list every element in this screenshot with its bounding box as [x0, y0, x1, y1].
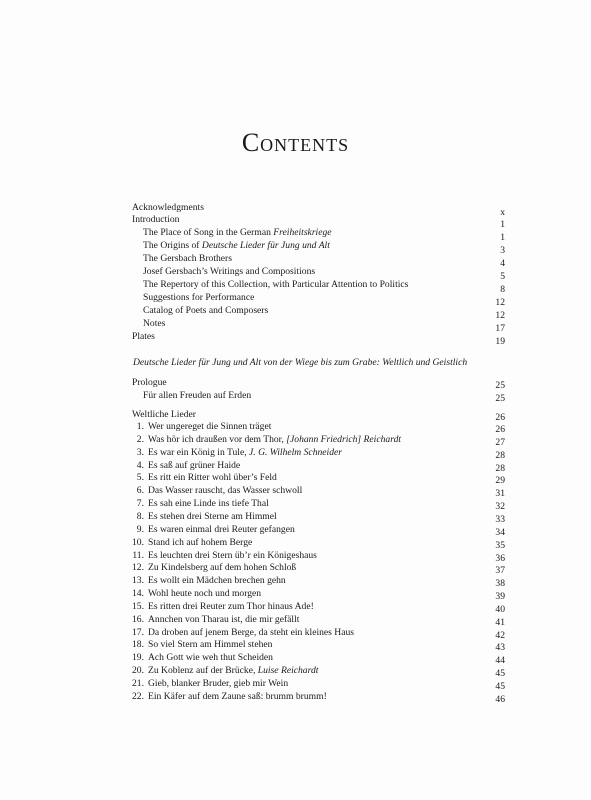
page-number: 12 [495, 297, 505, 308]
entry-number: 22. [132, 690, 144, 702]
toc-entry [130, 550, 317, 561]
entry-title: Zu Koblenz auf der Brücke, [148, 665, 258, 677]
entry-title: Ach Gott wie weh thut Scheiden [148, 652, 273, 664]
toc-entry [130, 575, 286, 586]
entry-number: 11. [132, 549, 144, 561]
entry-number: 18. [132, 639, 144, 651]
entry-number: 6. [136, 485, 144, 497]
toc-entry [132, 409, 196, 420]
page-number: 27 [495, 436, 505, 448]
page-number: 40 [495, 603, 505, 615]
entry-number: 1. [136, 421, 144, 432]
page-number: 37 [495, 565, 505, 577]
entry-title: The Place of Song in the German [143, 227, 274, 238]
toc-entry [143, 240, 330, 251]
page-number: 25 [495, 393, 505, 404]
page-number: 26 [495, 424, 505, 435]
entry-title: Gieb, blanker Bruder, gieb mir Wein [148, 678, 289, 689]
entry-title: Es sah eine Linde ins tiefe Thal [148, 498, 269, 510]
entry-title: Es war ein König in Tule, [148, 446, 250, 458]
entry-number: 7. [136, 498, 144, 510]
entry-number: 5. [136, 472, 144, 484]
entry-title: Catalog of Poets and Composers [143, 305, 269, 316]
entry-title: Das Wasser rauscht, das Wasser schwoll [148, 485, 303, 497]
page-number: 1 [500, 232, 505, 243]
page-title: Contents [241, 128, 350, 157]
page-number: 39 [495, 591, 505, 603]
page-number: 19 [495, 336, 505, 347]
entry-number: 20. [132, 665, 144, 677]
entry-title: Da droben auf jenem Berge, da steht ein kleines Haus [148, 626, 355, 638]
entry-title: Was hör ich draußen vor dem Thor, [148, 433, 287, 445]
toc-entry [143, 266, 315, 277]
collection-title: Deutsche Lieder für Jung und Alt von der Wiege bis zum Grabe: Weltlich und Geistlich [133, 357, 468, 368]
entry-number: 19. [132, 652, 144, 664]
toc-entry [130, 665, 318, 676]
entry-title: Wer ungereget die Sinnen träget [148, 421, 272, 432]
toc-entry [130, 434, 401, 445]
toc-entry [130, 601, 314, 612]
entry-title: Suggestions for Performance [143, 292, 255, 303]
entry-title: The Origins of [143, 240, 202, 251]
entry-number: 8. [136, 510, 144, 522]
entry-title-italic: Freiheitskriege [273, 227, 332, 238]
toc-entry [132, 331, 155, 342]
page-number: 3 [500, 245, 505, 256]
toc-entry [132, 377, 167, 388]
entry-title: Es wollt ein Mädchen brechen gehn [148, 575, 286, 587]
page-number: x [500, 207, 505, 218]
toc-entry [130, 588, 261, 599]
toc-entry [130, 511, 277, 522]
toc-entry [130, 639, 272, 650]
entry-title: Für allen Freuden auf Erden [143, 390, 252, 401]
entry-number: 12. [132, 562, 144, 574]
entry-title: So viel Stern am Himmel stehen [148, 639, 273, 651]
toc-entry [143, 390, 251, 401]
entry-title: Josef Gersbach’s Writings and Compositions [143, 266, 316, 277]
entry-title: Weltliche Lieder [132, 409, 196, 420]
page-number: 1 [500, 219, 505, 230]
entry-number: 15. [132, 600, 144, 612]
entry-title: The Repertory of this Collection, with Particular Attention to Politics [143, 279, 409, 290]
toc-entry [130, 447, 342, 458]
page-number: 25 [495, 380, 505, 391]
toc-entry [130, 472, 277, 483]
page-number: 8 [500, 284, 505, 295]
entry-number: 10. [132, 536, 144, 548]
page-number: 45 [495, 681, 505, 692]
entry-number: 21. [132, 678, 144, 689]
page-number: 34 [495, 526, 505, 538]
page-number: 41 [495, 616, 505, 628]
page-number: 12 [495, 310, 505, 321]
toc-entry [143, 318, 165, 329]
entry-title: Introduction [132, 214, 180, 225]
entry-title: Annchen von Tharau ist, die mir gefällt [148, 613, 300, 625]
page-number: 46 [495, 693, 505, 705]
page-number: 32 [495, 501, 505, 513]
entry-title-italic: [Johann Friedrich] Reichardt [286, 433, 402, 445]
entry-title: Es waren einmal drei Reuter gefangen [148, 523, 295, 535]
page-number: 35 [495, 539, 505, 551]
entry-number: 9. [136, 523, 144, 535]
page-number: 29 [495, 475, 505, 487]
entry-number: 17. [132, 626, 144, 638]
toc-entry [130, 485, 302, 496]
entry-number: 16. [132, 613, 144, 625]
page-number: 26 [495, 412, 505, 423]
page-number: 5 [500, 271, 505, 282]
toc-entry [132, 202, 204, 213]
entry-title: Es stehen drei Sterne am Himmel [148, 510, 277, 522]
toc-entry [130, 460, 240, 471]
entry-title: Es saß auf grüner Haide [148, 459, 241, 471]
toc-entry [143, 292, 254, 303]
page-number: 28 [495, 449, 505, 461]
entry-title: Es ritt ein Ritter wohl über’s Feld [148, 472, 277, 484]
entry-title: Es leuchten drei Stern üb’r ein Königeshaus [148, 549, 317, 561]
toc-entry [130, 627, 354, 638]
toc-entry [130, 524, 295, 535]
entry-title: Stand ich auf hohem Berge [148, 536, 253, 548]
toc-entry [132, 214, 179, 225]
entry-title-italic: Luise Reichardt [257, 665, 319, 677]
toc-entry [130, 652, 273, 663]
page-number: 42 [495, 629, 505, 641]
toc-entry [130, 562, 296, 573]
entry-title: Plates [132, 331, 155, 342]
toc-entry [143, 305, 268, 316]
entry-title: The Gersbach Brothers [143, 253, 232, 264]
entry-title: Acknowledgments [132, 202, 204, 213]
page-number: 45 [495, 668, 505, 680]
page-number: 36 [495, 552, 505, 564]
entry-number: 4. [136, 459, 144, 471]
entry-title-italic: J. G. Wilhelm Schneider [249, 446, 342, 458]
entry-title: Prologue [132, 377, 167, 388]
page-number: 17 [495, 323, 505, 334]
toc-entry [130, 498, 269, 509]
entry-number: 14. [132, 588, 144, 600]
page-number: 33 [495, 513, 505, 525]
page-number: 44 [495, 655, 505, 667]
page-number: 28 [495, 462, 505, 474]
page-number: 43 [495, 642, 505, 654]
toc-entry [130, 614, 299, 625]
toc-entry [130, 537, 252, 548]
entry-title: Es ritten drei Reuter zum Thor hinaus Ade! [148, 600, 314, 612]
entry-number: 2. [136, 433, 144, 445]
toc-entry [143, 253, 232, 264]
entry-title: Zu Kindelsberg auf dem hohen Schloß [148, 562, 297, 574]
entry-title: Notes [143, 318, 166, 329]
toc-entry [143, 227, 332, 238]
entry-number: 3. [136, 446, 144, 458]
entry-number: 13. [132, 575, 144, 587]
entry-title: Ein Käfer auf dem Zaune saß: brumm brumm! [148, 690, 327, 702]
entry-title: Wohl heute noch und morgen [148, 588, 262, 600]
toc-entry [130, 691, 327, 702]
toc-entry [143, 279, 408, 290]
entry-title-italic: Deutsche Lieder für Jung und Alt [201, 240, 330, 251]
toc-entry [130, 678, 288, 689]
toc-entry [130, 421, 271, 432]
page-number: 4 [500, 258, 505, 269]
page-number: 31 [495, 488, 505, 500]
page-number: 38 [495, 578, 505, 590]
